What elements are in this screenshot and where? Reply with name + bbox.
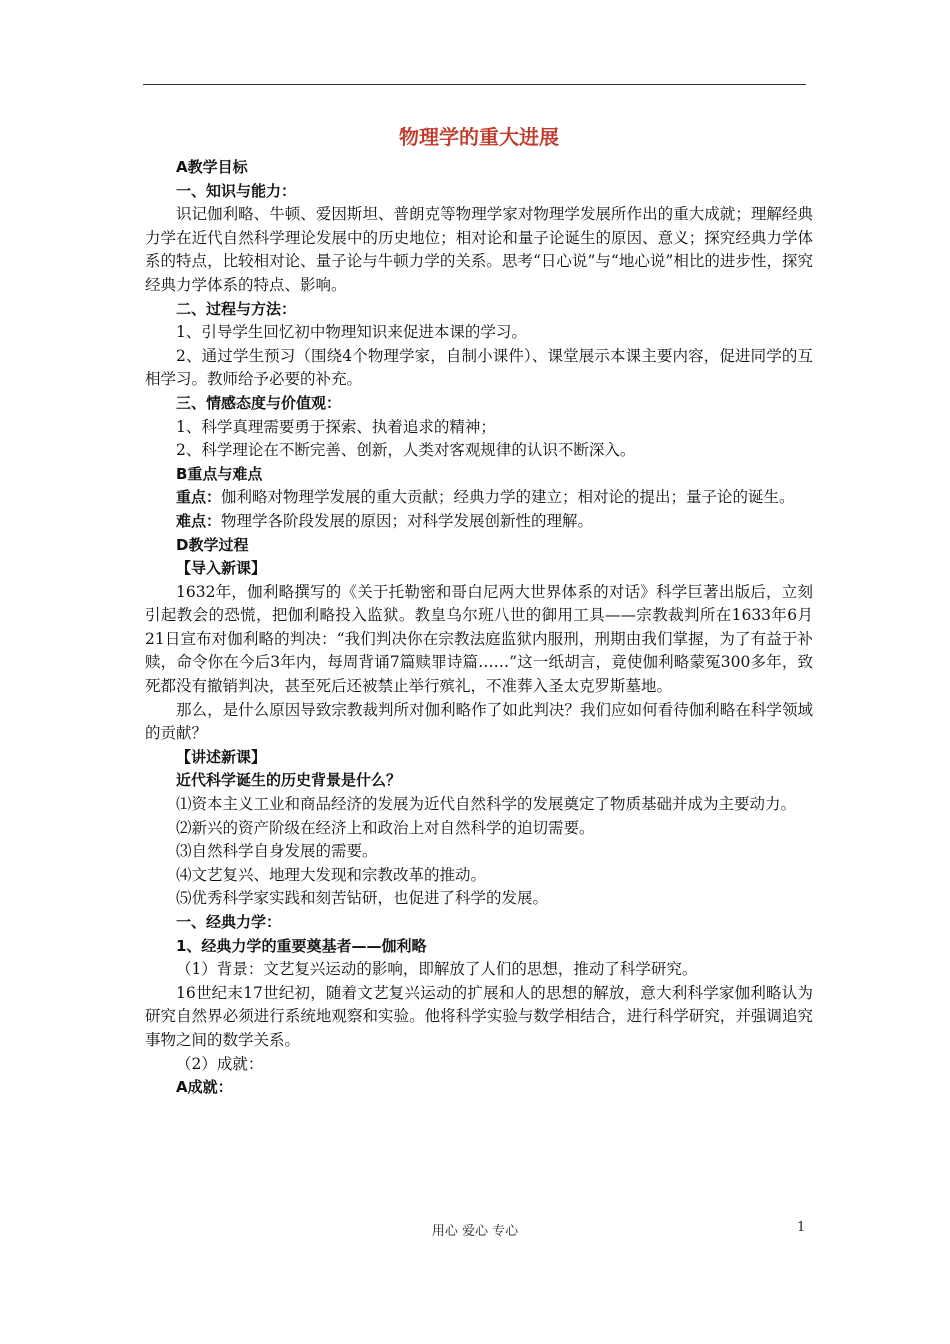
section-heading: 三、情感态度与价值观： — [176, 393, 342, 412]
page-number: 1 — [797, 1220, 806, 1235]
document-body — [145, 122, 813, 1100]
section-heading: A成就： — [176, 1078, 233, 1097]
paragraph: 2、通过学生预习（围绕4个物理学家，自制小课件）、课堂展示本课主要内容，促进同学的互相学习。教师给予必要的补充。 — [145, 346, 813, 389]
paragraph: 16世纪末17世纪初，随着文艺复兴运动的扩展和人的思想的解放，意大利科学家伽利略认为研究自然界必须进行系统地观察和实验。他将科学实验与数学相结合，进行科学研究，并强调追究事物之间的数学关系。 — [145, 983, 813, 1049]
section-heading: 【导入新课】 — [176, 559, 267, 578]
document-title: 物理学的重大进展 — [399, 125, 559, 149]
paragraph: ⑸优秀科学家实践和刻苦钻研，也促进了科学的发展。 — [176, 889, 549, 908]
paragraph: ⑴资本主义工业和商品经济的发展为近代自然科学的发展奠定了物质基础并成为主要动力。 — [176, 795, 797, 814]
paragraph: 那么，是什么原因导致宗教裁判所对伽利略作了如此判决？我们应如何看待伽利略在科学领域的贡献？ — [145, 700, 813, 743]
page-footer — [0, 1220, 950, 1244]
paragraph-label: 重点： — [176, 488, 222, 507]
paragraph-label: 难点： — [176, 511, 222, 530]
section-heading: 1、经典力学的重要奠基者——伽利略 — [176, 936, 427, 955]
paragraph: 1、引导学生回忆初中物理知识来促进本课的学习。 — [176, 323, 527, 342]
header-rule — [143, 84, 806, 85]
paragraph — [145, 486, 813, 510]
section-heading: A教学目标 — [176, 158, 248, 176]
section-heading: 一、经典力学： — [176, 913, 282, 931]
paragraph: 1632年，伽利略撰写的《关于托勒密和哥白尼两大世界体系的对话》科学巨著出版后，立刻引起教会的恐慌，把伽利略投入监狱。教皇乌尔班八世的御用工具——宗教裁判所在1633年6月21日宣布对伽利略的判决：“我们判决你在宗教法庭监狱内服刑，刑期由我们掌握，为了有益于补赎，命令你在今后3年内，每周背诵7篇赎罪诗篇……”这一纸胡言，竟使伽利略蒙冤300多年，致死都没有撤销判决，甚至死后还被禁止举行殡礼，不准葬入圣太克罗斯墓地。 — [145, 582, 813, 696]
section-heading: 二、过程与方法： — [176, 299, 297, 318]
footer-motto: 用心 爱心 专心 — [431, 1224, 519, 1239]
section-heading: 【讲述新课】 — [176, 747, 267, 766]
paragraph: （1）背景：文艺复兴运动的影响，即解放了人们的思想，推动了科学研究。 — [176, 960, 698, 979]
section-heading: B重点与难点 — [176, 464, 263, 483]
paragraph: ⑷文艺复兴、地理大发现和宗教改革的推动。 — [176, 865, 487, 884]
paragraph: ⑵新兴的资产阶级在经济上和政治上对自然科学的迫切需要。 — [176, 818, 595, 837]
paragraph: 2、科学理论在不断完善、创新，人类对客观规律的认识不断深入。 — [176, 441, 636, 460]
paragraph: （2）成就： — [176, 1054, 264, 1073]
section-heading: D教学过程 — [176, 535, 249, 554]
paragraph — [145, 510, 813, 534]
paragraph: 识记伽利略、牛顿、爱因斯坦、普朗克等物理学家对物理学发展所作出的重大成就；理解经典力学在近代自然科学理论发展中的历史地位；相对论和量子论诞生的原因、意义；探究经典力学体系的特点，比较相对论、量子论与牛顿力学的关系。思考“日心说”与“地心说”相比的进步性，探究经典力学体系的特点、影响。 — [145, 205, 813, 294]
section-heading: 近代科学诞生的历史背景是什么？ — [176, 771, 402, 790]
section-heading: 一、知识与能力： — [176, 181, 297, 200]
paragraph: ⑶自然科学自身发展的需要。 — [176, 842, 378, 861]
paragraph: 1、科学真理需要勇于探索、执着追求的精神； — [176, 417, 496, 436]
paragraph-text: 伽利略对物理学发展的重大贡献；经典力学的建立；相对论的提出；量子论的诞生。 — [221, 488, 795, 507]
paragraph-text: 物理学各阶段发展的原因；对科学发展创新性的理解。 — [221, 511, 594, 530]
